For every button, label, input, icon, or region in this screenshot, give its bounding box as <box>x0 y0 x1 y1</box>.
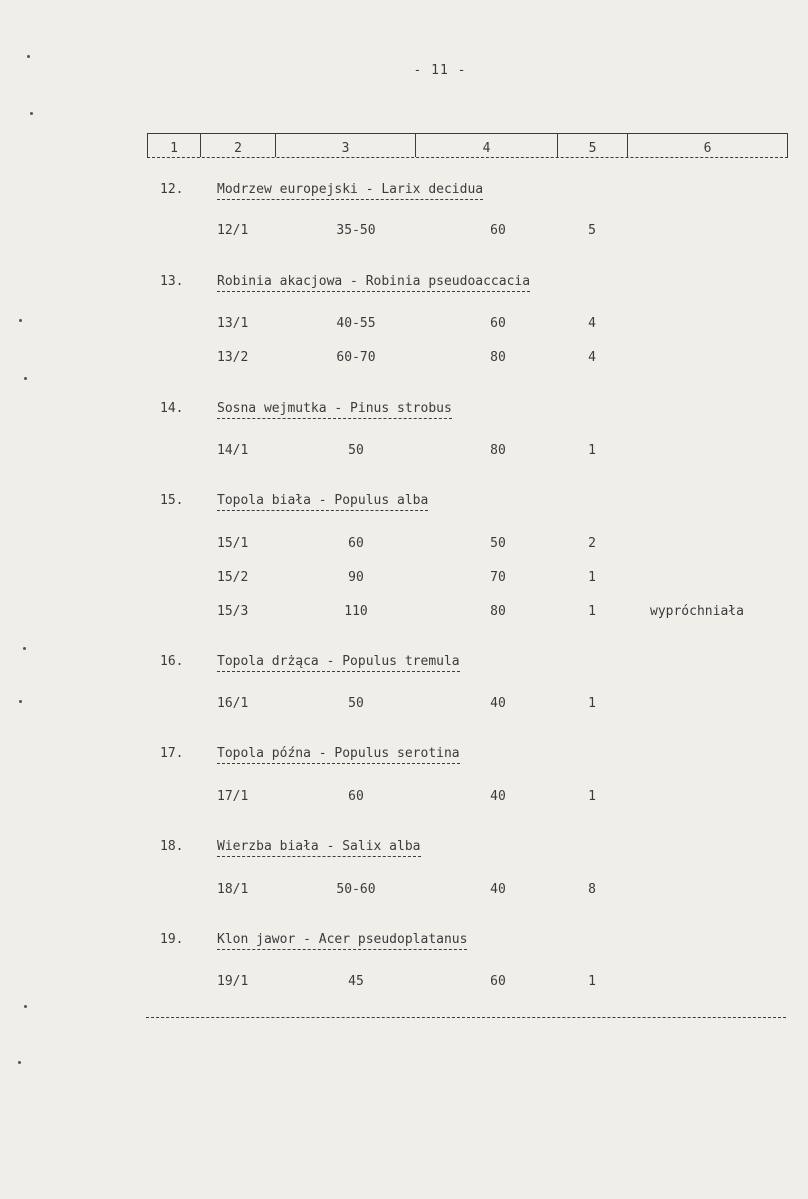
scan-speck <box>27 55 30 58</box>
column-header-3: 3 <box>276 134 416 157</box>
species-number: 14. <box>160 401 184 416</box>
scan-speck <box>18 1061 21 1064</box>
species-number: 12. <box>160 182 184 197</box>
species-name: Klon jawor - Acer pseudoplatanus <box>217 932 467 950</box>
page-number: - 11 - <box>413 63 467 78</box>
cell-col-4: 70 <box>490 570 506 585</box>
species-number: 17. <box>160 746 184 761</box>
cell-col-5: 4 <box>588 350 596 365</box>
specimen-id: 12/1 <box>217 223 249 238</box>
cell-col-4: 60 <box>490 974 506 989</box>
species-number: 15. <box>160 493 184 508</box>
column-header-5: 5 <box>558 134 628 157</box>
cell-col-5: 1 <box>588 789 596 804</box>
cell-col-5: 1 <box>588 604 596 619</box>
cell-col-6: wypróchniała <box>650 604 744 619</box>
species-name: Topola biała - Populus alba <box>217 493 428 511</box>
cell-col-4: 60 <box>490 316 506 331</box>
species-number: 16. <box>160 654 184 669</box>
column-header-2: 2 <box>201 134 276 157</box>
cell-col-3: 50 <box>348 696 364 711</box>
cell-col-5: 1 <box>588 974 596 989</box>
cell-col-4: 80 <box>490 604 506 619</box>
specimen-id: 19/1 <box>217 974 249 989</box>
species-number: 13. <box>160 274 184 289</box>
table-header <box>147 133 788 158</box>
species-name: Wierzba biała - Salix alba <box>217 839 421 857</box>
scan-speck <box>23 647 26 650</box>
cell-col-3: 90 <box>348 570 364 585</box>
species-name: Modrzew europejski - Larix decidua <box>217 182 483 200</box>
specimen-id: 17/1 <box>217 789 249 804</box>
scan-speck <box>24 1005 27 1008</box>
cell-col-3: 60-70 <box>336 350 376 365</box>
scan-speck <box>24 377 27 380</box>
cell-col-3: 35-50 <box>336 223 376 238</box>
specimen-id: 16/1 <box>217 696 249 711</box>
cell-col-3: 50 <box>348 443 364 458</box>
cell-col-4: 60 <box>490 223 506 238</box>
specimen-id: 14/1 <box>217 443 249 458</box>
cell-col-3: 60 <box>348 789 364 804</box>
specimen-id: 15/2 <box>217 570 249 585</box>
species-name: Topola drżąca - Populus tremula <box>217 654 460 672</box>
cell-col-5: 1 <box>588 696 596 711</box>
cell-col-4: 40 <box>490 789 506 804</box>
cell-col-5: 1 <box>588 443 596 458</box>
cell-col-4: 40 <box>490 696 506 711</box>
scan-speck <box>30 112 33 115</box>
species-number: 18. <box>160 839 184 854</box>
column-header-4: 4 <box>416 134 558 157</box>
specimen-id: 13/1 <box>217 316 249 331</box>
specimen-id: 18/1 <box>217 882 249 897</box>
cell-col-5: 1 <box>588 570 596 585</box>
cell-col-5: 2 <box>588 536 596 551</box>
column-header-6: 6 <box>703 141 712 156</box>
cell-col-5: 4 <box>588 316 596 331</box>
species-name: Topola późna - Populus serotina <box>217 746 460 764</box>
species-number: 19. <box>160 932 184 947</box>
cell-col-3: 45 <box>348 974 364 989</box>
species-name: Robinia akacjowa - Robinia pseudoaccacia <box>217 274 530 292</box>
scan-speck <box>19 700 22 703</box>
cell-col-4: 80 <box>490 350 506 365</box>
specimen-id: 13/2 <box>217 350 249 365</box>
cell-col-5: 8 <box>588 882 596 897</box>
cell-col-3: 50-60 <box>336 882 376 897</box>
column-header-1: 1 <box>148 134 201 157</box>
cell-col-5: 5 <box>588 223 596 238</box>
end-rule <box>146 1017 786 1018</box>
cell-col-3: 110 <box>344 604 368 619</box>
specimen-id: 15/1 <box>217 536 249 551</box>
species-name: Sosna wejmutka - Pinus strobus <box>217 401 452 419</box>
scan-speck <box>19 319 22 322</box>
cell-col-4: 50 <box>490 536 506 551</box>
cell-col-3: 60 <box>348 536 364 551</box>
cell-col-3: 40-55 <box>336 316 376 331</box>
cell-col-4: 40 <box>490 882 506 897</box>
specimen-id: 15/3 <box>217 604 249 619</box>
cell-col-4: 80 <box>490 443 506 458</box>
